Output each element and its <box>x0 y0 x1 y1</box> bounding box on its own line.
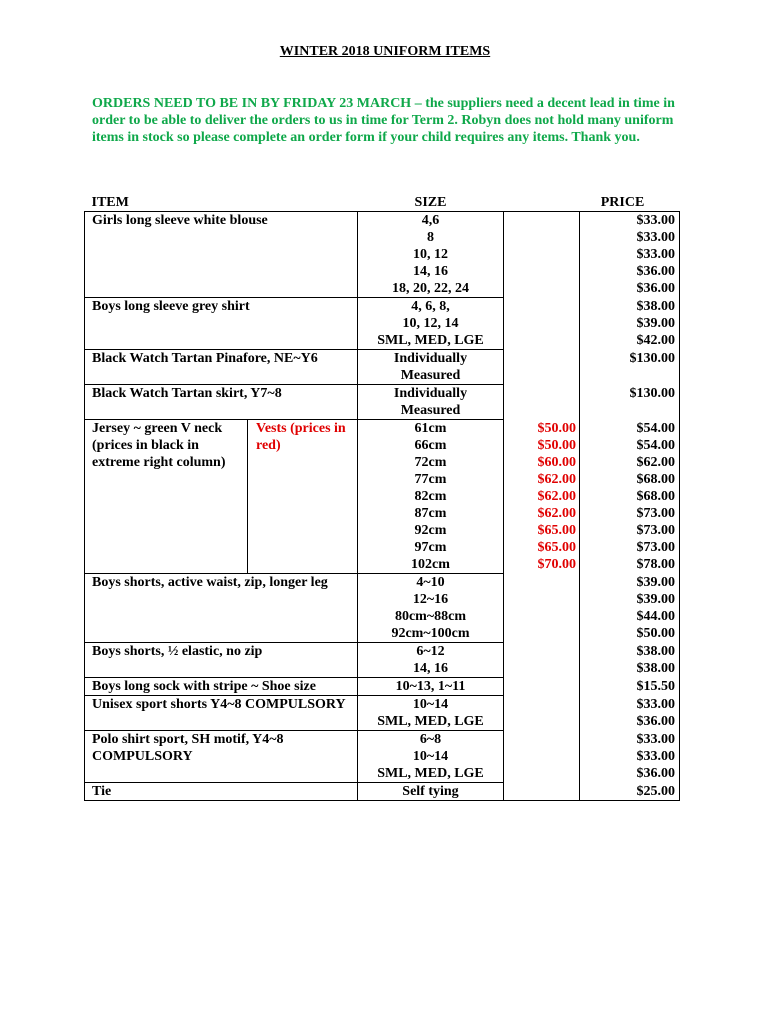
vest-price-cell <box>504 678 580 696</box>
size-cell <box>358 212 504 298</box>
size-value: 4~10 <box>416 575 445 590</box>
price-value: $39.00 <box>636 315 675 331</box>
vest-price-cell <box>504 643 580 678</box>
size-value: 10, 12 <box>413 247 448 262</box>
size-value: 6~8 <box>419 732 442 747</box>
size-value: 82cm <box>414 489 447 504</box>
vest-price-value: $62.00 <box>537 488 576 504</box>
vest-price-value: $65.00 <box>537 539 576 555</box>
price-value: $33.00 <box>636 247 675 262</box>
price-value: $130.00 <box>629 385 675 401</box>
price-value: $38.00 <box>636 643 675 659</box>
item-name: Polo shirt sport, SH motif, Y4~8 COMPULSORY <box>85 731 358 783</box>
price-value: $38.00 <box>636 660 675 676</box>
size-value: Individually <box>393 386 468 401</box>
price-value: $33.00 <box>636 213 675 228</box>
price-value: $42.00 <box>636 332 675 348</box>
vest-price-value: $60.00 <box>537 454 576 470</box>
size-value: 61cm <box>414 421 447 436</box>
table-row <box>85 420 680 574</box>
price-value: $39.00 <box>636 574 675 590</box>
vest-price-cell <box>504 420 580 574</box>
vest-price-cell <box>504 298 580 350</box>
vest-price-cell <box>504 574 580 643</box>
table-row <box>85 385 680 420</box>
price-value: $39.00 <box>636 591 675 607</box>
price-cell <box>580 385 680 420</box>
table-row <box>85 678 680 696</box>
size-value: 18, 20, 22, 24 <box>392 281 469 296</box>
price-value: $36.00 <box>636 264 675 279</box>
size-cell <box>358 385 504 420</box>
price-cell <box>580 696 680 731</box>
size-value: 10~13, 1~11 <box>395 679 466 694</box>
size-value: 92cm~100cm <box>391 626 470 641</box>
size-value: 10, 12, 14 <box>402 316 459 331</box>
uniform-items-table <box>84 194 680 801</box>
vest-price-cell <box>504 212 580 298</box>
price-value: $73.00 <box>636 505 675 521</box>
document-title: WINTER 2018 UNIFORM ITEMS <box>279 44 491 59</box>
price-value: $54.00 <box>636 420 675 436</box>
size-value: Individually <box>393 351 468 366</box>
vest-price-cell <box>504 385 580 420</box>
size-cell <box>358 420 504 574</box>
vest-price-note: Vests (prices in red) <box>248 420 358 574</box>
item-name: Black Watch Tartan skirt, Y7~8 <box>85 385 358 420</box>
size-value: 77cm <box>414 472 447 487</box>
price-value: $25.00 <box>636 783 675 799</box>
size-value: 87cm <box>414 506 447 521</box>
size-value: Self tying <box>402 784 459 799</box>
vest-price-value: $65.00 <box>537 522 576 538</box>
price-cell <box>580 678 680 696</box>
size-cell <box>358 678 504 696</box>
price-value: $78.00 <box>636 556 675 572</box>
vest-price-value: $50.00 <box>537 420 576 436</box>
vest-price-value: $62.00 <box>537 505 576 521</box>
price-value: $50.00 <box>636 625 675 641</box>
size-value: 66cm <box>414 438 447 453</box>
size-cell <box>358 643 504 678</box>
item-name: Boys shorts, ½ elastic, no zip <box>85 643 358 678</box>
header-item: ITEM <box>91 195 129 210</box>
size-value: 4,6 <box>421 213 440 228</box>
size-cell <box>358 298 504 350</box>
table-row <box>85 783 680 801</box>
table-row <box>85 731 680 783</box>
table-row <box>85 350 680 385</box>
item-name: Boys long sleeve grey shirt <box>85 298 358 350</box>
price-value: $68.00 <box>636 488 675 504</box>
price-value: $36.00 <box>636 713 675 729</box>
size-value: 102cm <box>411 557 450 572</box>
table-row <box>85 696 680 731</box>
vest-price-cell <box>504 783 580 801</box>
size-value: SML, MED, LGE <box>377 714 484 729</box>
item-name: Boys long sock with stripe ~ Shoe size <box>85 678 358 696</box>
size-value: SML, MED, LGE <box>377 333 484 348</box>
price-value: $44.00 <box>636 608 675 624</box>
price-value: $15.50 <box>636 678 675 694</box>
price-value: $33.00 <box>636 230 675 245</box>
price-cell <box>580 731 680 783</box>
table-row <box>85 643 680 678</box>
size-value: 4, 6, 8, <box>411 299 450 314</box>
vest-price-value: $62.00 <box>537 471 576 487</box>
price-value: $73.00 <box>636 522 675 538</box>
price-cell <box>580 643 680 678</box>
size-cell <box>358 350 504 385</box>
price-value: $68.00 <box>636 471 675 487</box>
item-name: Girls long sleeve white blouse <box>85 212 358 298</box>
price-value: $54.00 <box>636 437 675 453</box>
price-value: $33.00 <box>636 731 675 747</box>
table-header-row <box>85 194 680 212</box>
header-price: PRICE <box>600 195 645 210</box>
size-value: SML, MED, LGE <box>377 766 484 781</box>
price-cell <box>580 212 680 298</box>
vest-price-value: $70.00 <box>537 556 576 572</box>
item-name: Unisex sport shorts Y4~8 COMPULSORY <box>85 696 358 731</box>
price-cell <box>580 783 680 801</box>
price-value: $62.00 <box>636 454 675 470</box>
size-cell <box>358 731 504 783</box>
size-value: 80cm~88cm <box>394 609 467 624</box>
size-value: Measured <box>400 368 461 383</box>
size-cell <box>358 696 504 731</box>
price-value: $73.00 <box>636 539 675 555</box>
size-value: 97cm <box>414 540 447 555</box>
price-value: $36.00 <box>636 281 675 296</box>
header-size: SIZE <box>414 195 447 210</box>
size-value: 12~16 <box>412 592 449 607</box>
table-row <box>85 212 680 298</box>
table-row <box>85 298 680 350</box>
size-cell <box>358 783 504 801</box>
price-cell <box>580 420 680 574</box>
price-value: $38.00 <box>636 298 675 314</box>
item-name: Boys shorts, active waist, zip, longer leg <box>85 574 358 643</box>
vest-price-cell <box>504 350 580 385</box>
size-value: 14, 16 <box>413 661 448 676</box>
price-cell <box>580 298 680 350</box>
table-row <box>85 574 680 643</box>
size-value: 8 <box>427 230 434 245</box>
size-cell <box>358 574 504 643</box>
size-value: Measured <box>400 403 461 418</box>
price-value: $33.00 <box>636 748 675 764</box>
vest-price-value: $50.00 <box>537 437 576 453</box>
price-value: $36.00 <box>636 765 675 781</box>
size-value: 6~12 <box>416 644 445 659</box>
vest-price-cell <box>504 696 580 731</box>
size-value: 72cm <box>414 455 447 470</box>
size-value: 92cm <box>414 523 447 538</box>
item-name: Black Watch Tartan Pinafore, NE~Y6 <box>85 350 358 385</box>
item-name: Tie <box>85 783 358 801</box>
order-deadline-notice: ORDERS NEED TO BE IN BY FRIDAY 23 MARCH – the suppliers need a decent lead in time in order to be able to deliver the orders to us in time for Term 2. Robyn does not hold many uniform items in stock so please complete an order form if your child requires any items. Thank you. <box>92 96 675 145</box>
item-name: Jersey ~ green V neck (prices in black in extreme right column) <box>85 420 248 574</box>
price-cell <box>580 574 680 643</box>
price-value: $130.00 <box>629 350 675 366</box>
size-value: 10~14 <box>412 749 449 764</box>
size-value: 14, 16 <box>413 264 448 279</box>
price-value: $33.00 <box>636 696 675 712</box>
price-cell <box>580 350 680 385</box>
size-value: 10~14 <box>412 697 449 712</box>
vest-price-cell <box>504 731 580 783</box>
table-body <box>85 212 680 801</box>
